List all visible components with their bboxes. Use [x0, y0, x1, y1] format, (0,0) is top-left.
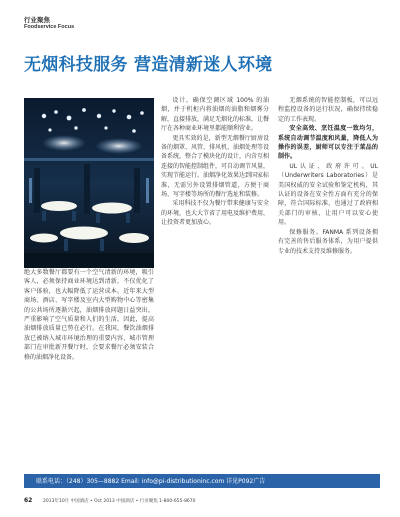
photo-caption-text: 绝大多数餐厅都要有一个空气清新的环境，吸引客人，必须保持商业环境达到清新，不仅优化了客户体验，也大幅降低了运营成本。近年来大型商场、酒店、写字楼及室内大型购物中心等密集的公共场所逐渐兴起，油烟排放问题日益突出，严重影响了空气质量和人们的生活，因此，提高油烟排放质量已势在必行。在我国，餐饮油烟排放已被纳入城市环境治理的重要内容，城市管理部门在审批新开餐厅时，会要求餐厅必须安装合格的油烟净化设备。	[24, 269, 154, 361]
paragraph: 保修服务。FANMA 系列设备拥有完善的售后服务体系，为用户提供专业的技术支持及维修服务。	[278, 228, 378, 255]
page-footer-line: 2013年10月 中国酒店 • Oct 2013 中国酒店 • 行业聚焦 1-800-655-8670	[43, 499, 196, 504]
contact-info: 联系电话：（248）305—8882 Email: info@pi-distributioninc.com 详见P092广告	[36, 478, 266, 485]
paragraph-keyword: 安全高效、烹饪温度一致均匀，系统自动调节温度和风量，降低人为操作的误差，厨师可以专注于菜品的制作。	[278, 125, 378, 161]
restaurant-photo-illustration	[24, 98, 154, 268]
paragraph: 无烟系统的智能控制板，可以远程监控设备的运行状况，确保持续稳定的工作表现。	[278, 97, 378, 123]
article-headline: 无烟科技服务 营造清新迷人环境	[24, 55, 273, 75]
restaurant-photo	[24, 98, 154, 268]
article-column-2	[161, 96, 269, 228]
section-label-zh: 行业聚焦	[24, 16, 50, 24]
paragraph: 更具实效的是，新型无烟餐厅厨房设备的烟罩、风管、排风机、油烟处理等设备系统，整合了模块化的设计，内含互相连接的智能控制组件，可自动调节风量，实现节能运行。油烟净化效果达到国家标准，无需另外设置排烟管道，方便于商场、写字楼等场所的餐厅选址和装修。	[161, 134, 270, 199]
paragraph: 采用科技不仅为餐厅带来健康与安全的环境，也大大节省了用电及维护费用，让投资者更加放心。	[161, 200, 270, 227]
paragraph: 设计，确保空调区域 100% 的油烟，并于机柜内将油烟的油脂和烟雾分解，直接排放，满足无烟化的标准，让餐厅在各种商业环境里都能顺利营业。	[161, 97, 270, 133]
page-number: 62	[24, 497, 33, 504]
article-column-3	[278, 96, 378, 256]
paragraph: UL认证、政府许可。UL（Underwriters Laboratories）是美国权威的安全试验和鉴定机构，其认证的设备在安全性方面有充分的保障，符合国际标准，也通过了政府相关部门的审核，让用户可以安心使用。	[278, 162, 378, 227]
section-label-en: Foodservice Focus	[24, 24, 75, 30]
